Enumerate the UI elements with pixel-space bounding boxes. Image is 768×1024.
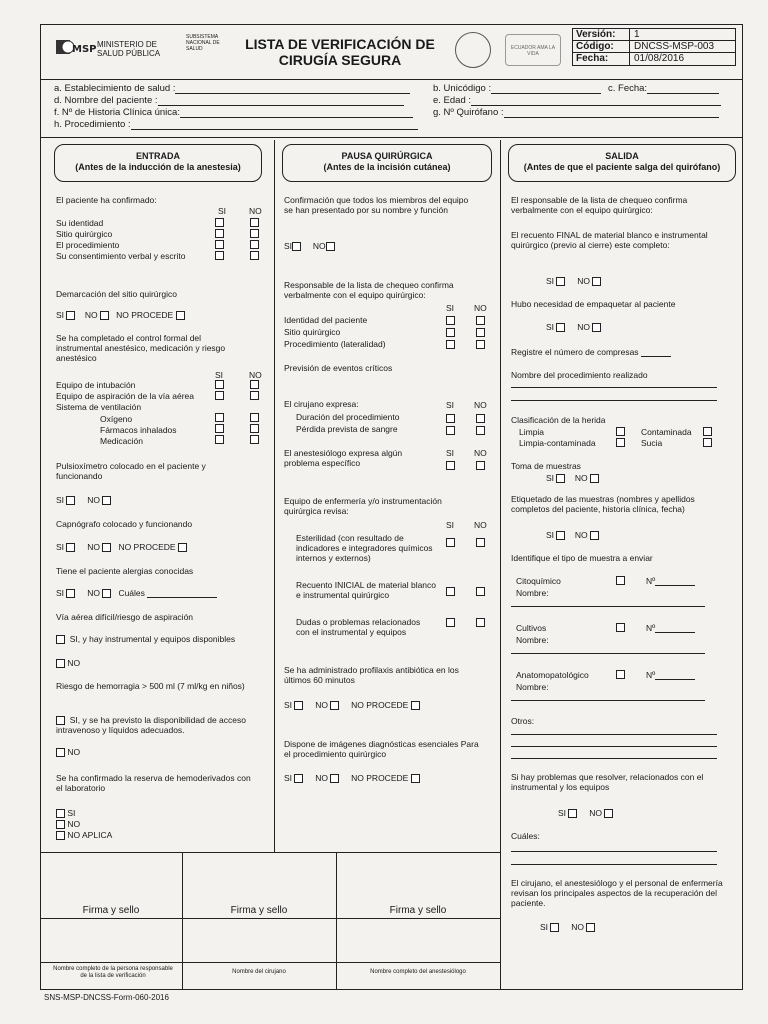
si-header: SI [215, 370, 224, 380]
perdida-label: Pérdida prevista de sangre [296, 424, 398, 434]
no-header: NO [249, 370, 262, 380]
citoquimico-n[interactable]: Nº [646, 576, 695, 586]
tree-emblem-icon [455, 32, 491, 68]
fill-line[interactable] [511, 734, 717, 735]
sig-divider [182, 852, 183, 990]
cultivos-n[interactable]: Nº [646, 623, 695, 633]
checkbox[interactable] [56, 659, 65, 668]
imagenes-options: SI NO NO PROCEDE [284, 773, 420, 783]
nombre-label: Nombre: [516, 682, 549, 692]
etiquetado-options: SI NO [546, 530, 599, 540]
checkbox[interactable] [56, 809, 65, 818]
pausa-responsable-label: Responsable de la lista de chequeo confirma verbalmente con el equipo quirúrgico: [284, 280, 454, 300]
contaminada-label: Contaminada [641, 427, 692, 437]
checkbox[interactable] [215, 380, 224, 389]
field-procedimiento[interactable]: h. Procedimiento : [54, 119, 418, 130]
signature-line [40, 918, 500, 919]
checkbox[interactable] [215, 229, 224, 238]
demarcacion-label: Demarcación del sitio quirúrgico [56, 289, 177, 299]
anatomo-checkbox [616, 669, 625, 679]
checkbox[interactable] [100, 311, 109, 320]
checkbox[interactable] [476, 587, 485, 596]
pausa-checkbox-group [476, 586, 485, 596]
date-label: Fecha: [573, 53, 630, 65]
entrada-header: ENTRADA (Antes de la inducción de la anestesia) [54, 144, 262, 182]
checkbox[interactable] [446, 538, 455, 547]
checkbox[interactable] [556, 531, 565, 540]
checkbox[interactable] [703, 438, 712, 447]
si-header: SI [446, 303, 455, 313]
limpia-checkbox [616, 426, 625, 436]
ministry-name: MINISTERIO DE SALUD PÚBLICA [97, 40, 161, 58]
via-aerea-label: Vía aérea difícil/riesgo de aspiración [56, 612, 194, 622]
checkbox[interactable] [250, 229, 259, 238]
no-header: NO [474, 303, 487, 313]
pausa-checkbox-group [446, 460, 455, 470]
pausa-identidad-label: Identidad del paciente [284, 315, 368, 325]
checkbox[interactable] [330, 701, 339, 710]
checkbox[interactable] [215, 218, 224, 227]
field-quirofano[interactable]: g. Nº Quirófano : [433, 107, 719, 118]
empaquetar-label: Hubo necesidad de empaquetar al paciente [511, 299, 676, 309]
checkbox[interactable] [446, 618, 455, 627]
fill-line[interactable] [511, 400, 717, 401]
msp-logo [54, 34, 97, 62]
checkbox[interactable] [586, 923, 595, 932]
entrada-checkbox-group [215, 379, 224, 445]
checkbox[interactable] [250, 424, 259, 433]
salida-header: SALIDA (Antes de que el paciente salga del quirófano) [508, 144, 736, 182]
checkbox[interactable] [56, 820, 65, 829]
checkbox[interactable] [556, 277, 565, 286]
pausa-checkbox-group [446, 412, 455, 436]
herida-label: Clasificación de la herida [511, 415, 606, 425]
pulsioximetro-label: Pulsioxímetro colocado en el paciente y funcionando [56, 461, 206, 481]
cirujano-expresa-label: El cirujano expresa: [284, 399, 359, 409]
via-si-option: SI, y hay instrumental y equipos disponibles [56, 634, 235, 644]
problemas-label: Si hay problemas que resolver, relacionados con el instrumental y los equipos [511, 772, 704, 792]
imagenes-label: Dispone de imágenes diagnósticas esenciales Para el procedimiento quirúrgico [284, 739, 479, 759]
divider [40, 137, 743, 138]
checkbox[interactable] [604, 809, 613, 818]
checkbox[interactable] [476, 340, 485, 349]
otros-label: Otros: [511, 716, 535, 726]
pausa-checkbox-group [446, 617, 455, 627]
intubacion-label: Equipo de intubación [56, 380, 136, 390]
etiquetado-label: Etiquetado de las muestras (nombres y apellidos completos del paciente, historia clínica, fecha) [511, 494, 695, 514]
code-value: DNCSS-MSP-003 [634, 41, 715, 52]
pausa-checkbox-group [446, 586, 455, 596]
checkbox[interactable] [66, 496, 75, 505]
checkbox[interactable] [476, 538, 485, 547]
pausa-checkbox-group [476, 412, 485, 436]
checkbox[interactable] [215, 391, 224, 400]
medicacion-label: Medicación [100, 436, 143, 446]
fill-line[interactable] [511, 758, 717, 759]
field-fecha[interactable]: c. Fecha: [608, 83, 719, 94]
checkbox[interactable] [616, 670, 625, 679]
checkbox[interactable] [446, 328, 455, 337]
entrada-checkbox-group [215, 217, 224, 261]
salida-cuales-label: Cuáles: [511, 831, 540, 841]
anatomo-label: Anatomopatológico [516, 670, 589, 680]
prevision-label: Previsión de eventos críticos [284, 363, 393, 373]
no-header: NO [474, 448, 487, 458]
no-header: NO [249, 206, 262, 216]
name-line [40, 962, 500, 963]
reserva-options: SI NO NO APLICA [56, 808, 112, 841]
aspiracion-label: Equipo de aspiración de la vía aérea [56, 391, 194, 401]
control-label: Se ha completado el control formal del instrumental anestésico, medicación y riesgo anestésico [56, 333, 226, 363]
checkbox[interactable] [592, 277, 601, 286]
checkbox[interactable] [176, 311, 185, 320]
nombre-proc-label: Nombre del procedimiento realizado [511, 370, 648, 380]
checkbox[interactable] [292, 242, 301, 251]
pausa-sitio-label: Sitio quirúrgico [284, 327, 341, 337]
fill-line[interactable] [511, 606, 705, 607]
checkbox[interactable] [411, 774, 420, 783]
capno-options: SI NO NO PROCEDE [56, 542, 187, 552]
checkbox[interactable] [66, 311, 75, 320]
confirmacion-options: SI NO [284, 241, 335, 251]
procedimiento-label: El procedimiento [56, 240, 120, 250]
hemorragia-label: Riesgo de hemorragia > 500 ml (7 ml/kg en niños) [56, 681, 245, 691]
checkbox[interactable] [66, 589, 75, 598]
nombre-label: Nombre: [516, 635, 549, 645]
limpia-cont-checkbox [616, 437, 625, 447]
checkbox[interactable] [215, 435, 224, 444]
fill-line[interactable] [511, 746, 717, 747]
checkbox[interactable] [215, 413, 224, 422]
pausa-checkbox-group [446, 537, 455, 547]
ventilacion-label: Sistema de ventilación [56, 402, 142, 412]
signature-divider [40, 852, 500, 853]
alergias-options: SI NO Cuáles [56, 588, 217, 598]
version-value: 1 [634, 29, 640, 40]
entrada-checkbox-group [250, 379, 259, 445]
anestesiologo-label: El anestesiólogo expresa algún problema específico [284, 448, 403, 468]
checkbox[interactable] [616, 438, 625, 447]
fill-line[interactable] [511, 700, 705, 701]
anatomo-n[interactable]: Nº [646, 670, 695, 680]
dudas-label: Dudas o problemas relacionados con el instrumental y equipos [296, 617, 421, 637]
problemas-options: SI NO [558, 808, 613, 818]
checkbox[interactable] [250, 251, 259, 260]
si-header: SI [446, 400, 455, 410]
confirmacion-label: Confirmación que todos los miembros del equipo se han presentado por su nombre y función [284, 195, 469, 215]
checkbox[interactable] [446, 461, 455, 470]
hem-no-option: NO [56, 747, 80, 757]
pausa-header: PAUSA QUIRÚRGICA (Antes de la incisión cutánea) [282, 144, 492, 182]
demarcacion-options: SI NO NO PROCEDE [56, 310, 185, 320]
firma-cirujano[interactable]: Firma y sello [230, 905, 288, 916]
checkbox[interactable] [703, 427, 712, 436]
checkbox[interactable] [616, 623, 625, 632]
checkbox[interactable] [616, 576, 625, 585]
alergias-label: Tiene el paciente alergias conocidas [56, 566, 194, 576]
fill-line[interactable] [511, 653, 705, 654]
salida-recuento-options: SI NO [546, 276, 601, 286]
field-unicodigo[interactable]: b. Unicódigo : [433, 83, 601, 94]
checkbox[interactable] [250, 240, 259, 249]
checkbox[interactable] [56, 831, 65, 840]
tipo-label: Identifique el tipo de muestra a enviar [511, 553, 653, 563]
si-header: SI [446, 520, 455, 530]
version-label: Versión: [573, 29, 630, 40]
checkbox[interactable] [446, 587, 455, 596]
profilaxis-options: SI NO NO PROCEDE [284, 700, 420, 710]
pausa-checkbox-group [446, 314, 455, 350]
cultivos-label: Cultivos [516, 623, 547, 633]
nombre-anest: Nombre completo del anestesiólogo [370, 969, 466, 975]
checkbox[interactable] [556, 323, 565, 332]
checkbox[interactable] [102, 496, 111, 505]
fill-line[interactable] [511, 864, 717, 865]
checkbox[interactable] [215, 424, 224, 433]
pausa-recuento-label: Recuento INICIAL de material blanco e instrumental quirúrgico [296, 580, 437, 600]
checkbox[interactable] [294, 701, 303, 710]
form-title: LISTA DE VERIFICACIÓN DE CIRUGÍA SEGURA [245, 36, 435, 68]
checkbox[interactable] [476, 426, 485, 435]
si-header: SI [218, 206, 227, 216]
salida-recuento-label: El recuento FINAL de material blanco e instrumental quirúrgico (previo al cierre) este completo: [511, 230, 708, 250]
enfermeria-label: Equipo de enfermería y/o instrumentación quirúrgica revisa: [284, 496, 442, 516]
profilaxis-label: Se ha administrado profilaxis antibiótica en los últimos 60 minutos [284, 665, 459, 685]
checkbox[interactable] [250, 391, 259, 400]
checkbox[interactable] [592, 323, 601, 332]
hem-si-option: SI, y se ha previsto la disponibilidad de acceso intravenoso y líquidos adecuados. [56, 715, 246, 736]
checkbox[interactable] [250, 380, 259, 389]
checkbox[interactable] [476, 461, 485, 470]
checkbox[interactable] [476, 618, 485, 627]
checkbox[interactable] [550, 923, 559, 932]
checkbox[interactable] [476, 414, 485, 423]
fill-line[interactable] [511, 387, 717, 388]
firma-anest[interactable]: Firma y sello [389, 905, 447, 916]
sitio-label: Sitio quirúrgico [56, 229, 113, 239]
checkbox[interactable] [616, 427, 625, 436]
col-divider [274, 140, 275, 852]
field-historia[interactable]: f. Nº de Historia Clínica única: [54, 107, 413, 118]
citoquimico-checkbox [616, 575, 625, 585]
compresas-field[interactable]: Registre el número de compresas [511, 347, 671, 357]
checkbox[interactable] [446, 414, 455, 423]
muestras-label: Toma de muestras [511, 461, 581, 471]
checkbox[interactable] [446, 426, 455, 435]
checkbox[interactable] [476, 328, 485, 337]
checkbox[interactable] [102, 543, 111, 552]
no-header: NO [474, 520, 487, 530]
si-header: SI [446, 448, 455, 458]
nombre-label: Nombre: [516, 588, 549, 598]
pausa-checkbox-group [476, 537, 485, 547]
checkbox[interactable] [215, 251, 224, 260]
form-code-footer: SNS-MSP-DNCSS-Form-060-2016 [44, 993, 169, 1002]
fill-line[interactable] [511, 851, 717, 852]
sucia-label: Sucia [641, 438, 663, 448]
consentimiento-label: Su consentimiento verbal y escrito [56, 251, 186, 261]
sig-divider [336, 852, 337, 990]
checkbox[interactable] [102, 589, 111, 598]
via-no-option: NO [56, 658, 80, 668]
checkbox[interactable] [215, 240, 224, 249]
nombre-cirujano: Nombre del cirujano [232, 969, 286, 975]
checkbox[interactable] [330, 774, 339, 783]
checkbox[interactable] [56, 635, 65, 644]
identidad-label: Su identidad [56, 218, 104, 228]
ecuador-emblem: ECUADOR AMA LA VIDA [505, 34, 561, 66]
recuperacion-label: El cirujano, el anestesiólogo y el personal de enfermería revisan los principales aspectos de la recuperación del paciente. [511, 878, 723, 908]
checkbox[interactable] [56, 748, 65, 757]
confirmed-label: El paciente ha confirmado: [56, 195, 157, 205]
date-value: 01/08/2016 [634, 53, 685, 64]
checkbox[interactable] [568, 809, 577, 818]
checkbox[interactable] [411, 701, 420, 710]
checkbox[interactable] [590, 531, 599, 540]
contaminada-checkbox [703, 426, 712, 436]
nombre-resp: Nombre completo de la persona responsable de la lista de verificación [53, 966, 173, 979]
farmacos-label: Fármacos inhalados [100, 425, 177, 435]
pausa-checkbox-group [476, 617, 485, 627]
muestras-options: SI NO [546, 473, 599, 483]
checkbox[interactable] [476, 316, 485, 325]
citoquimico-label: Citoquímico [516, 576, 561, 586]
duracion-label: Duración del procedimiento [296, 412, 400, 422]
pausa-checkbox-group [476, 314, 485, 350]
checkbox[interactable] [590, 474, 599, 483]
oxigeno-label: Oxígeno [100, 414, 133, 424]
field-edad[interactable]: e. Edad : [433, 95, 721, 106]
reserva-label: Se ha confirmado la reserva de hemoderivados con el laboratorio [56, 773, 251, 793]
salida-responsable-label: El responsable de la lista de chequeo confirma verbalmente con el equipo quirúrgico: [511, 195, 688, 215]
esterilidad-label: Esterilidad (con resultado de indicadores e integradores químicos internos y externos) [296, 533, 433, 563]
checkbox[interactable] [294, 774, 303, 783]
subsystem-seal: SUBSISTEMA NACIONAL DE SALUD [186, 34, 220, 52]
pausa-proc-label: Procedimiento (lateralidad) [284, 339, 386, 349]
col-divider [500, 140, 501, 990]
checkbox[interactable] [250, 413, 259, 422]
limpia-cont-label: Limpia-contaminada [519, 438, 596, 448]
firma-resp[interactable]: Firma y sello [82, 905, 140, 916]
checkbox[interactable] [446, 340, 455, 349]
no-header: NO [474, 400, 487, 410]
logo-text: MSP [72, 44, 97, 55]
version-table [572, 28, 736, 66]
capnografo-label: Capnógrafo colocado y funcionando [56, 519, 193, 529]
checkbox[interactable] [556, 474, 565, 483]
recuperacion-options: SI NO [540, 922, 595, 932]
limpia-label: Limpia [519, 427, 545, 437]
field-paciente[interactable]: d. Nombre del paciente : [54, 95, 404, 106]
checkbox[interactable] [250, 435, 259, 444]
checkbox[interactable] [178, 543, 187, 552]
checkbox[interactable] [326, 242, 335, 251]
cultivos-checkbox [616, 622, 625, 632]
code-label: Código: [573, 41, 630, 52]
field-establecimiento[interactable]: a. Establecimiento de salud : [54, 83, 410, 94]
entrada-checkbox-group [250, 217, 259, 261]
pulsi-options: SI NO [56, 495, 111, 505]
checkbox[interactable] [66, 543, 75, 552]
empaquetar-options: SI NO [546, 322, 601, 332]
checkbox[interactable] [250, 218, 259, 227]
checkbox[interactable] [56, 716, 65, 725]
sucia-checkbox [703, 437, 712, 447]
pausa-checkbox-group [476, 460, 485, 470]
checkbox[interactable] [446, 316, 455, 325]
